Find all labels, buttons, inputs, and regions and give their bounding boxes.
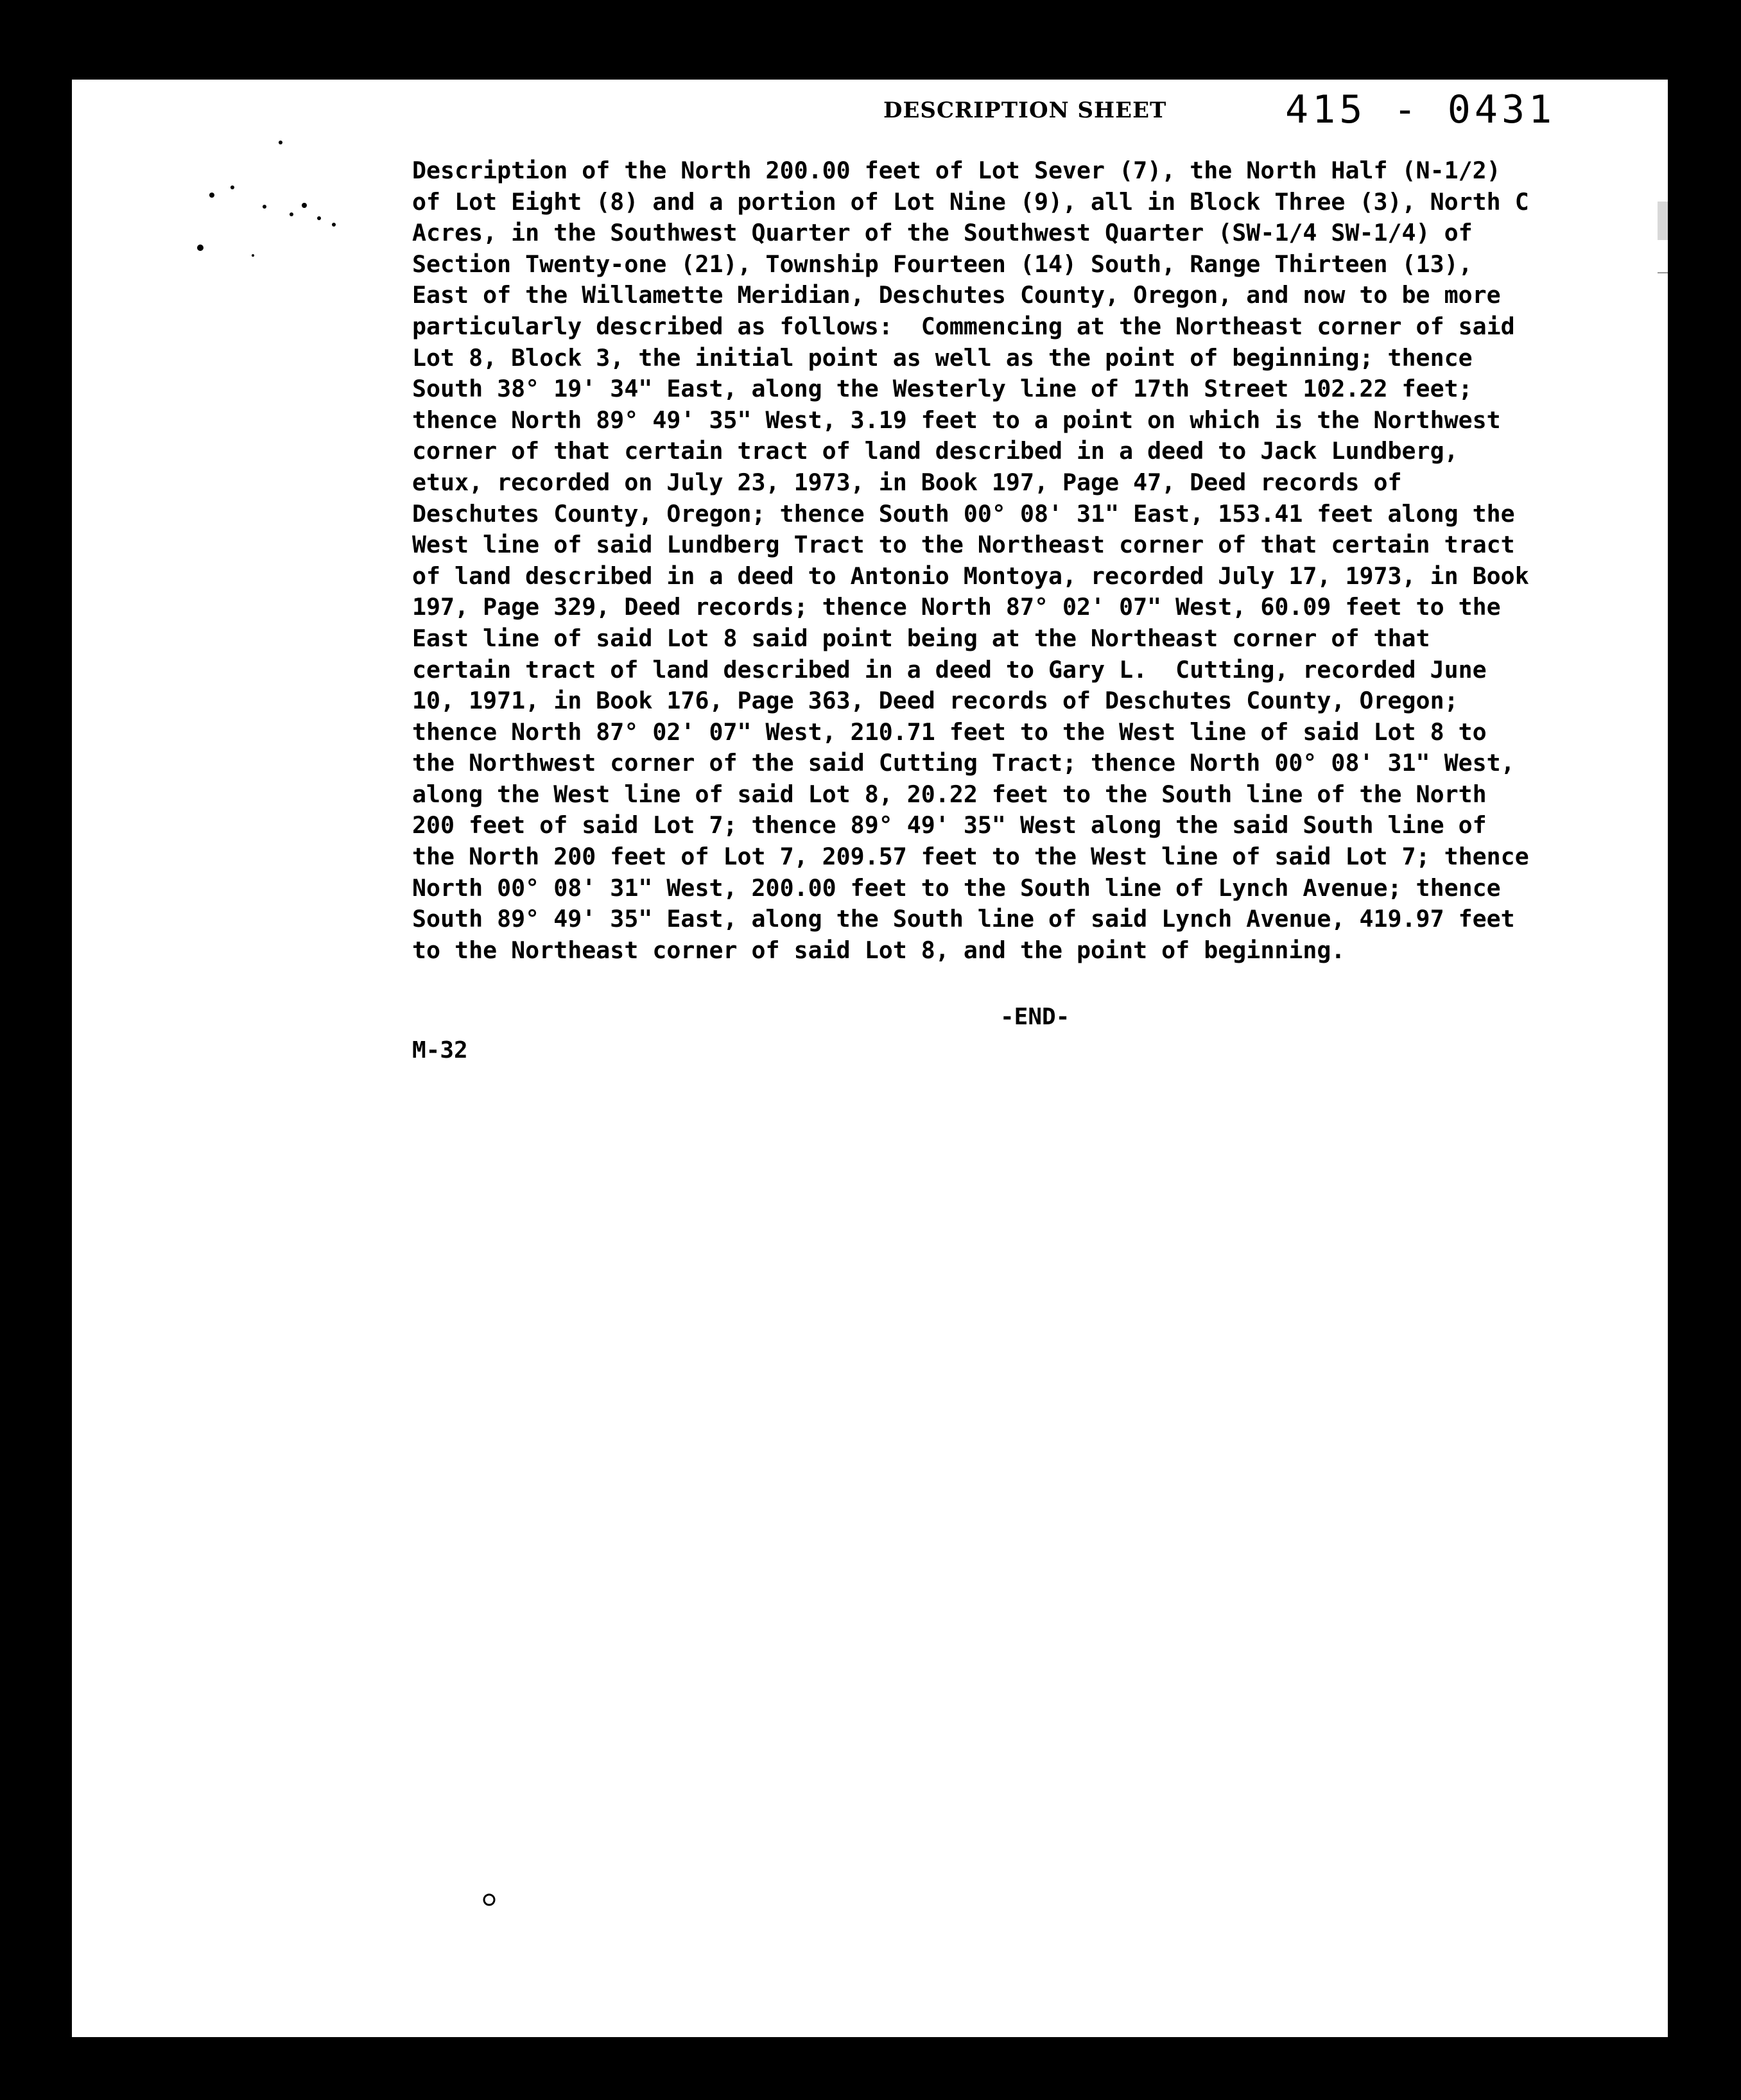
body-line: the Northwest corner of the said Cutting Tract; thence North 00° 08' 31" West, [412, 749, 1515, 777]
form-code: M-32 [412, 1037, 468, 1063]
body-line: particularly described as follows: Commencing at the Northeast corner of said [412, 312, 1515, 340]
body-line: East of the Willamette Meridian, Deschutes County, Oregon, and now to be more [412, 281, 1501, 309]
body-line: certain tract of land described in a deed to Gary L. Cutting, recorded June [412, 655, 1487, 684]
document-number: 415 - 0431 [1285, 87, 1556, 132]
document-page [72, 80, 1668, 2037]
body-line: Description of the North 200.00 feet of Lot Sever (7), the North Half (N-1/2) [412, 157, 1501, 184]
body-line: Lot 8, Block 3, the initial point as well as the point of beginning; thence [412, 343, 1473, 372]
body-line: East line of said Lot 8 said point being at the Northeast corner of that [412, 624, 1430, 652]
body-line: the North 200 feet of Lot 7, 209.57 feet to the West line of said Lot 7; thence [412, 843, 1529, 871]
body-line: of land described in a deed to Antonio Montoya, recorded July 17, 1973, in Book [412, 562, 1529, 590]
body-line: Deschutes County, Oregon; thence South 00° 08' 31" East, 153.41 feet along the [412, 499, 1515, 528]
body-line: along the West line of said Lot 8, 20.22 feet to the South line of the North [412, 780, 1487, 808]
body-line: West line of said Lundberg Tract to the Northeast corner of that certain tract [412, 531, 1515, 559]
body-line: 200 feet of said Lot 7; thence 89° 49' 35" West along the said South line of [412, 811, 1487, 839]
body-line: South 38° 19' 34" East, along the Westerly line of 17th Street 102.22 feet; [412, 375, 1473, 403]
end-marker: -END- [1000, 1004, 1070, 1030]
body-line: thence North 87° 02' 07" West, 210.71 feet to the West line of said Lot 8 to [412, 718, 1487, 746]
body-line: Section Twenty-one (21), Township Fourteen (14) South, Range Thirteen (13), [412, 250, 1473, 278]
body-line: corner of that certain tract of land described in a deed to Jack Lundberg, [412, 437, 1459, 465]
body-line: Acres, in the Southwest Quarter of the Southwest Quarter (SW-1/4 SW-1/4) of [412, 219, 1473, 247]
body-line: South 89° 49' 35" East, along the South line of said Lynch Avenue, 419.97 feet [412, 905, 1515, 933]
body-line: 197, Page 329, Deed records; thence North 87° 02' 07" West, 60.09 feet to the [412, 593, 1501, 621]
document-title: DESCRIPTION SHEET [883, 98, 1167, 123]
body-line: North 00° 08' 31" West, 200.00 feet to the South line of Lynch Avenue; thence [412, 874, 1501, 902]
legal-description-text [412, 155, 1670, 966]
body-line: 10, 1971, in Book 176, Page 363, Deed records of Deschutes County, Oregon; [412, 687, 1459, 715]
body-line: to the Northeast corner of said Lot 8, and the point of beginning. [412, 936, 1346, 964]
body-line: etux, recorded on July 23, 1973, in Book 197, Page 47, Deed records of [412, 468, 1402, 496]
body-line: thence North 89° 49' 35" West, 3.19 feet to a point on which is the Northwest [412, 406, 1501, 434]
body-line: of Lot Eight (8) and a portion of Lot Nine (9), all in Block Three (3), North C [412, 187, 1529, 216]
